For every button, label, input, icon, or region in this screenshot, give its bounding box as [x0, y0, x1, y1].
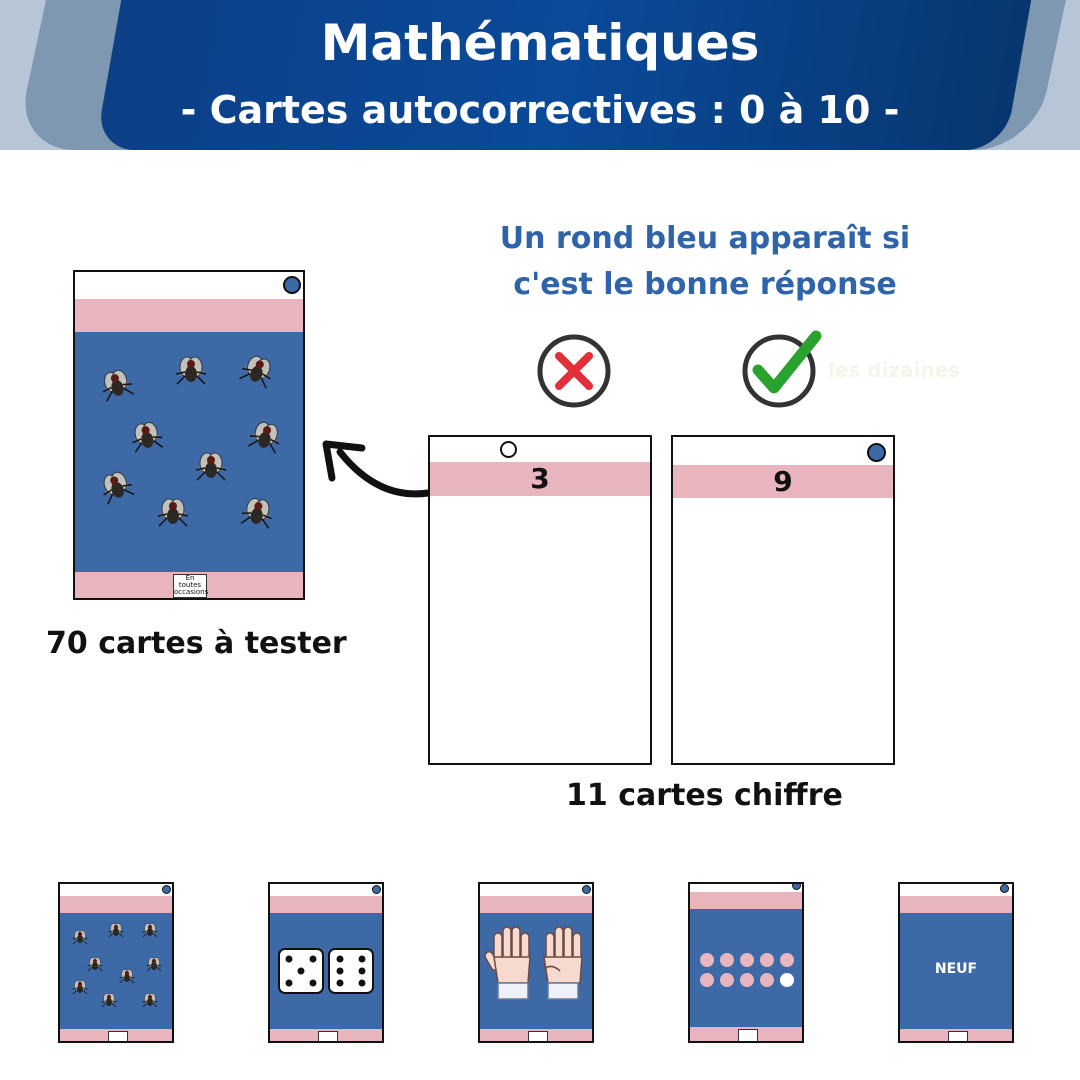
hands-icon [480, 913, 594, 1029]
correct-dot-icon [162, 885, 171, 894]
card-top-band [690, 892, 802, 909]
card-top-band [60, 896, 172, 913]
empty-dot-icon [500, 441, 517, 458]
instruction-line2: c'est le bonne réponse [513, 267, 897, 302]
instruction-text [470, 216, 940, 308]
brand-logo [948, 1031, 968, 1043]
flies-illustration [60, 913, 174, 1029]
bottom-card-hands [478, 882, 594, 1043]
page-subtitle: - Cartes autocorrectives : 0 à 10 - [180, 88, 900, 132]
wrong-cross-icon [535, 332, 613, 410]
card-image-area [900, 913, 1012, 1029]
faded-text: les dizaines [828, 358, 961, 382]
page-title: Mathématiques [320, 14, 760, 72]
correct-dot-icon [867, 443, 886, 462]
card-image-area [270, 913, 382, 1029]
card-top-band [480, 896, 592, 913]
bottom-card-dice [268, 882, 384, 1043]
sample-card-large [73, 270, 305, 600]
instruction-line1: Un rond bleu apparaît si [499, 221, 911, 256]
brand-logo [318, 1031, 338, 1043]
card-image-area [480, 913, 592, 1029]
card-number: 9 [773, 465, 793, 498]
card-number: 3 [530, 462, 550, 495]
number-card-wrong [428, 435, 652, 765]
dice-icon [270, 913, 384, 1029]
bottom-card-dots [688, 882, 804, 1043]
bottom-card-word [898, 882, 1014, 1043]
correct-dot-icon [792, 882, 801, 890]
card-top-band [900, 896, 1012, 913]
card-image-area [75, 332, 303, 572]
flies-illustration [75, 332, 305, 572]
ten-frame-dots [690, 909, 804, 1027]
logo-text-line1: En toutes [178, 574, 202, 589]
card-top-band [270, 896, 382, 913]
logo-text-line2: occasions [174, 588, 209, 596]
brand-logo [108, 1031, 128, 1043]
card-top-band [75, 299, 303, 332]
arrow-icon [318, 430, 438, 520]
correct-dot-icon [582, 885, 591, 894]
correct-dot-icon [372, 885, 381, 894]
bottom-card-flies [58, 882, 174, 1043]
correct-check-icon [740, 326, 830, 410]
number-cards-caption: 11 cartes chiffre [566, 778, 843, 813]
brand-logo [738, 1029, 758, 1042]
brand-logo [528, 1031, 548, 1043]
brand-logo [173, 574, 207, 598]
correct-dot-icon [1000, 884, 1009, 893]
number-card-correct [671, 435, 895, 765]
number-word: NEUF [934, 961, 978, 977]
correct-dot-icon [283, 276, 301, 294]
left-caption: 70 cartes à tester [46, 626, 347, 661]
card-image-area [690, 909, 802, 1027]
card-image-area [60, 913, 172, 1029]
